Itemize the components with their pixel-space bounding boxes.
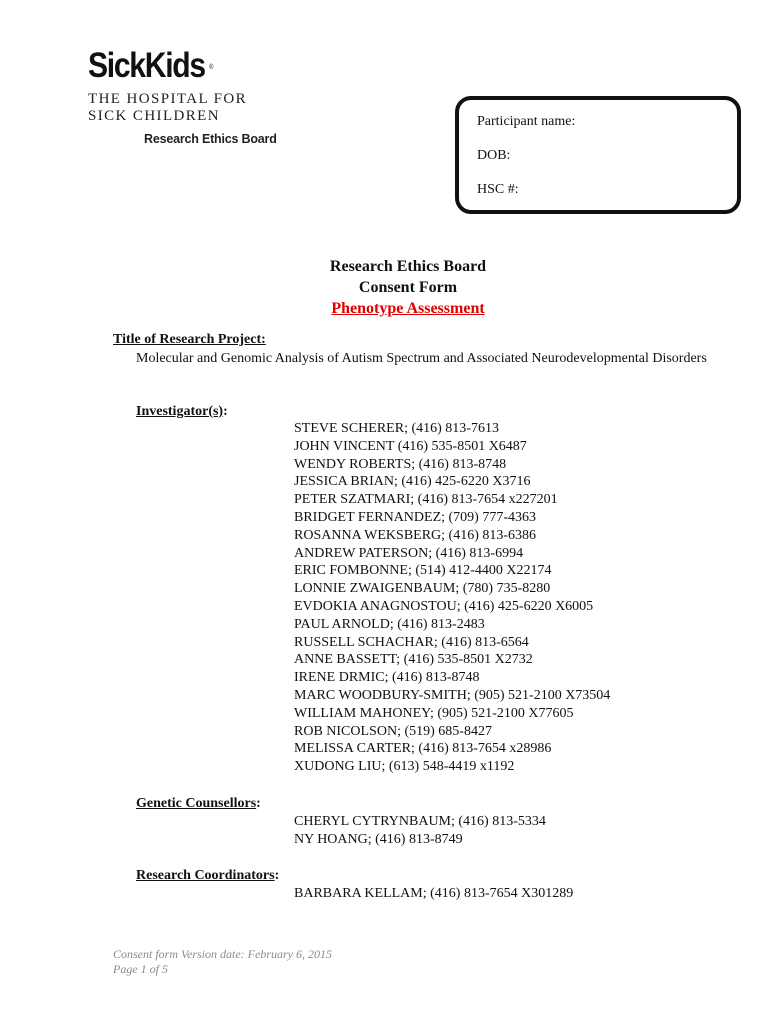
logo-children-line: SICK CHILDREN bbox=[88, 108, 220, 124]
participant-name-label: Participant name: bbox=[477, 114, 576, 129]
investigator-item: STEVE SCHERER; (416) 813-7613 bbox=[294, 421, 499, 436]
investigator-item: RUSSELL SCHACHAR; (416) 813-6564 bbox=[294, 634, 529, 650]
genetic-counsellors-label-text: Genetic Counsellors bbox=[136, 796, 257, 811]
investigator-item: BRIDGET FERNANDEZ; (709) 777-4363 bbox=[294, 509, 537, 525]
logo-hospital-line: THE HOSPITAL FOR bbox=[88, 91, 247, 107]
investigator-item: MELISSA CARTER; (416) 813-7654 x28986 bbox=[294, 741, 552, 757]
investigator-item: IRENE DRMIC; (416) 813-8748 bbox=[294, 670, 480, 686]
investigator-item: LONNIE ZWAIGENBAUM; (780) 735-8280 bbox=[294, 581, 551, 597]
investigator-item: JESSICA BRIAN; (416) 425-6220 X3716 bbox=[294, 474, 531, 490]
form-heading-consent: Consent Form bbox=[358, 279, 458, 296]
investigators-label: Investigator(s): bbox=[136, 404, 228, 419]
investigators-label-text: Investigator(s) bbox=[136, 404, 224, 419]
counsellor-item: CHERYL CYTRYNBAUM; (416) 813-5334 bbox=[294, 814, 546, 829]
investigator-item: EVDOKIA ANAGNOSTOU; (416) 425-6220 X6005 bbox=[294, 598, 594, 614]
form-heading-study-type: Phenotype Assessment bbox=[331, 300, 485, 317]
investigator-item: ROSANNA WEKSBERG; (416) 813-6386 bbox=[294, 527, 537, 543]
research-coordinators-label-text: Research Coordinators bbox=[136, 868, 275, 883]
sickkids-logo bbox=[88, 46, 298, 146]
participant-info-box bbox=[455, 96, 741, 214]
version-date: Consent form Version date: February 6, 2015 bbox=[113, 947, 332, 961]
genetic-counsellors-label: Genetic Counsellors: bbox=[136, 796, 261, 811]
investigator-item: ERIC FOMBONNE; (514) 412-4400 X22174 bbox=[294, 563, 552, 579]
logo-wordmark bbox=[88, 46, 214, 86]
hsc-label: HSC #: bbox=[477, 182, 519, 197]
genetic-counsellors-list bbox=[294, 813, 546, 849]
investigator-item: MARC WOODBURY-SMITH; (905) 521-2100 X73504 bbox=[294, 687, 611, 703]
investigator-item: XUDONG LIU; (613) 548-4419 x1192 bbox=[294, 759, 515, 775]
counsellor-item: NY HOANG; (416) 813-8749 bbox=[294, 831, 463, 847]
investigator-item: PETER SZATMARI; (416) 813-7654 x227201 bbox=[294, 492, 558, 508]
research-coordinators-label: Research Coordinators: bbox=[136, 868, 280, 883]
project-title-label: Title of Research Project: bbox=[113, 332, 266, 347]
investigator-item: PAUL ARNOLD; (416) 813-2483 bbox=[294, 616, 485, 632]
logo-wordmark-text: SickKids bbox=[88, 46, 205, 85]
investigator-item: WILLIAM MAHONEY; (905) 521-2100 X77605 bbox=[294, 705, 574, 721]
investigator-item: JOHN VINCENT (416) 535-8501 X6487 bbox=[294, 438, 527, 454]
research-coordinators-list bbox=[294, 885, 573, 903]
project-title: Molecular and Genomic Analysis of Autism Spectrum and Associated Neurodevelopmental Disorders bbox=[136, 351, 707, 366]
registered-mark: ® bbox=[208, 64, 214, 71]
investigator-item: ANNE BASSETT; (416) 535-8501 X2732 bbox=[294, 652, 533, 668]
form-heading-board: Research Ethics Board bbox=[329, 258, 487, 275]
dob-label: DOB: bbox=[477, 148, 511, 163]
logo-board-name: Research Ethics Board bbox=[144, 132, 277, 146]
page-footer bbox=[113, 947, 332, 977]
investigators-list bbox=[294, 420, 610, 776]
page-number: Page 1 of 5 bbox=[113, 962, 168, 976]
coordinator-item: BARBARA KELLAM; (416) 813-7654 X301289 bbox=[294, 886, 574, 901]
investigator-item: ANDREW PATERSON; (416) 813-6994 bbox=[294, 545, 524, 561]
investigator-item: WENDY ROBERTS; (416) 813-8748 bbox=[294, 456, 507, 472]
investigator-item: ROB NICOLSON; (519) 685-8427 bbox=[294, 723, 492, 739]
